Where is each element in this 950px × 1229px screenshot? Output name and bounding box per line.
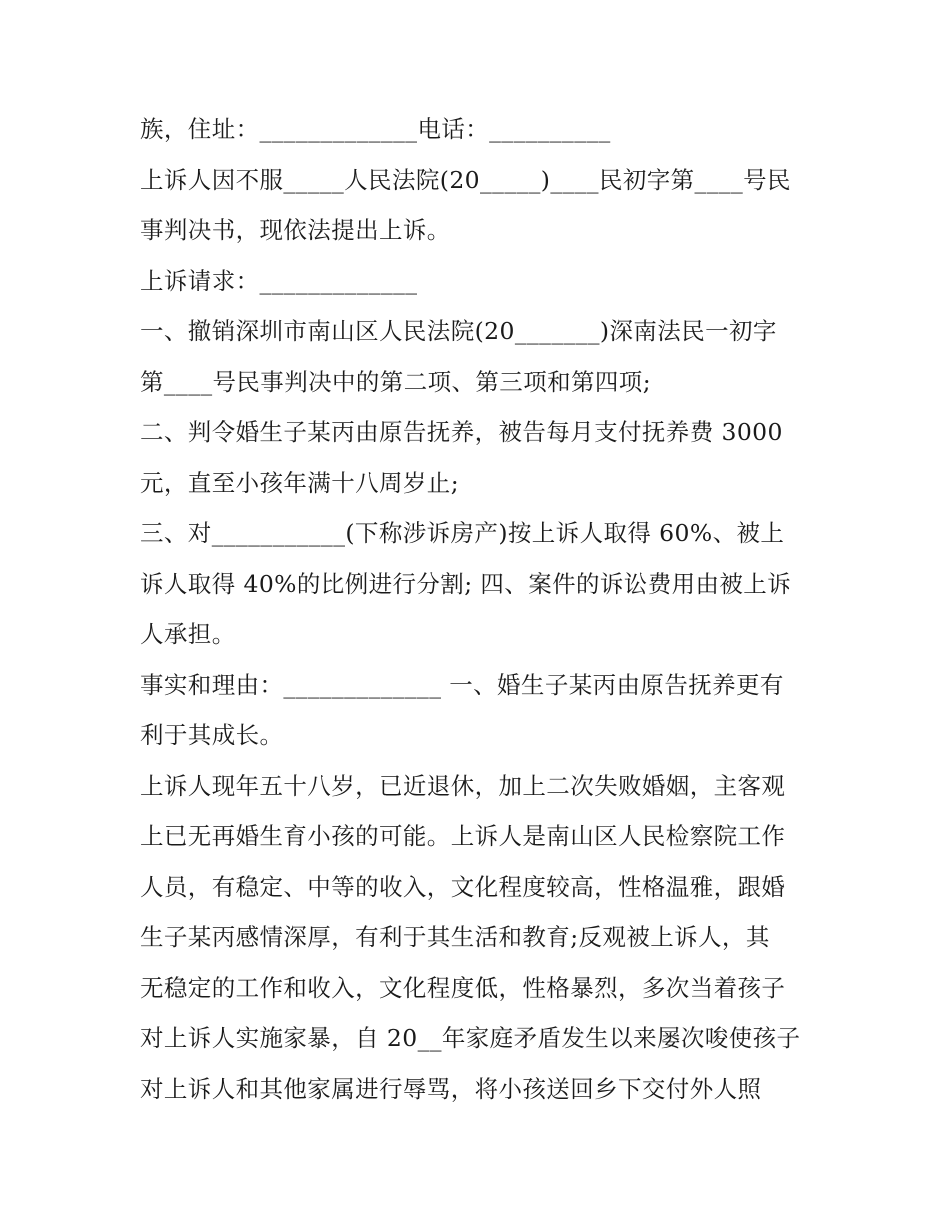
- text-line: 事实和理由：_____________ 一、婚生子某丙由原告抚养更有: [140, 670, 784, 699]
- text-line: 人承担。: [140, 620, 236, 648]
- text-line: 上诉请求：_____________: [140, 266, 418, 295]
- text-line: 元，直至小孩年满十八周岁止;: [140, 468, 460, 497]
- text-line: 利于其成长。: [140, 721, 284, 749]
- text-line: 无稳定的工作和收入，文化程度低，性格暴烈，多次当着孩子: [140, 973, 786, 1002]
- text-line: 人员，有稳定、中等的收入，文化程度较高，性格温雅，跟婚: [140, 872, 786, 901]
- text-line: 上已无再婚生育小孩的可能。上诉人是南山区人民检察院工作: [140, 822, 786, 850]
- text-line: 生子某丙感情深厚，有利于其生活和教育;反观被上诉人，其: [140, 923, 770, 951]
- text-line: 三、对___________(下称涉诉房产)按上诉人取得 60%、被上: [140, 519, 785, 547]
- text-line: 诉人取得 40%的比例进行分割; 四、案件的诉讼费用由被上诉: [140, 569, 792, 598]
- document-page: [140, 104, 820, 1114]
- text-line: 上诉人因不服_____人民法院(20_____)____民初字第____号民: [140, 165, 791, 194]
- text-line: 对上诉人和其他家属进行辱骂，将小孩送回乡下交付外人照: [140, 1074, 762, 1103]
- text-line: 一、撤销深圳市南山区人民法院(20_______)深南法民一初字: [140, 317, 777, 345]
- text-line: 上诉人现年五十八岁，已近退休，加上二次失败婚姻，主客观: [140, 771, 786, 800]
- text-line: 对上诉人实施家暴，自 20__年家庭矛盾发生以来屡次唆使孩子: [140, 1024, 801, 1052]
- text-line: 事判决书，现依法提出上诉。: [140, 216, 451, 244]
- text-line: 族，住址：_____________电话：__________: [140, 115, 611, 143]
- text-line: 第____号民事判决中的第二项、第三项和第四项;: [140, 367, 652, 396]
- text-line: 二、判令婚生子某丙由原告抚养，被告每月支付抚养费 3000: [140, 418, 783, 446]
